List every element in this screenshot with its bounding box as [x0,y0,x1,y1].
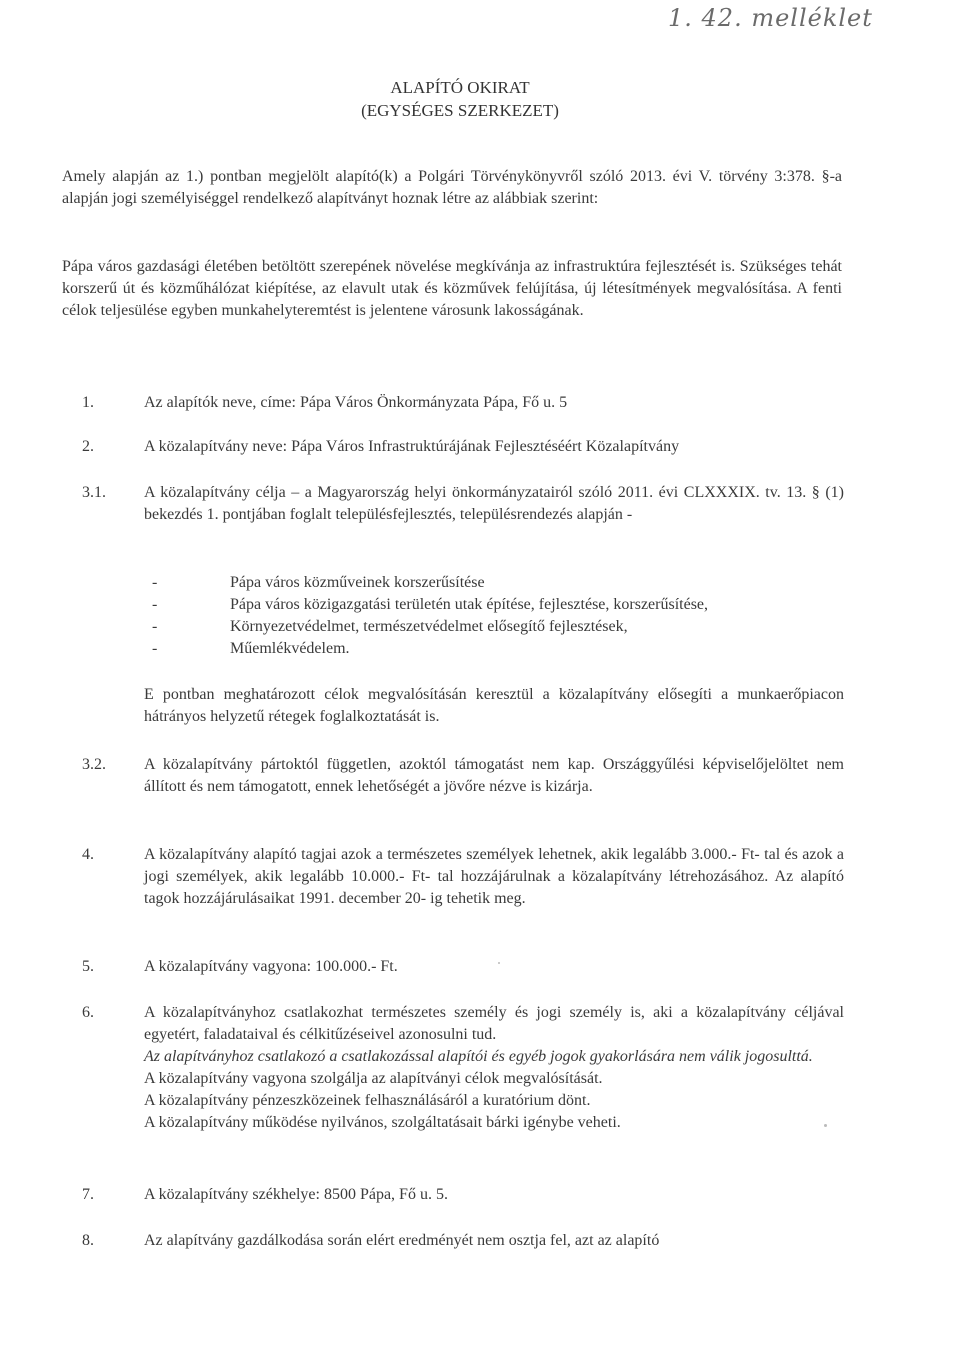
section-text-line: A közalapítvány működése nyilvános, szolgáltatásait bárki igénybe veheti. [144,1114,621,1131]
list-dash: - [152,596,158,613]
section-number: 3.1. [82,484,106,501]
section-text: A közalapítvány alapító tagjai azok a természetes személyek lehetnek, akik legalább 3.000.- Ft- tal és azok a jogi személyek, akik legalább 10.000.- Ft- tal hozzájárulnak a közalapítvány létrehozásához. Az alapító tagok hozzájárulásaikat 1991. december 20- ig tehetik meg. [144,846,844,907]
list-item-text: Pápa város közműveinek korszerűsítése [230,574,485,591]
section-text: Az alapítvány gazdálkodása során elért eredményét nem osztja fel, azt az alapító [144,1232,660,1249]
section-number: 2. [82,438,94,455]
intro-paragraph: Amely alapján az 1.) pontban megjelölt alapító(k) a Polgári Törvénykönyvről szóló 2013. évi V. törvény 3:378. §-a alapján jogi személyiséggel rendelkező alapítványt hoznak létre az alábbiak szerint: [62,168,842,207]
section-text-block [144,1002,844,1134]
section-number: 5. [82,958,94,975]
section-number: 1. [82,394,94,411]
section-text: Az alapítók neve, címe: Pápa Város Önkormányzata Pápa, Fő u. 5 [144,394,568,411]
section-text-line: A közalapítvány pénzeszközeinek felhasználásáról a kuratórium dönt. [144,1092,591,1109]
list-item [150,572,850,594]
list-dash: - [152,574,158,591]
list-item [150,594,850,616]
document-subtitle: (EGYSÉGES SZERKEZET) [361,101,559,120]
list-item-text: Pápa város közigazgatási területén utak építése, fejlesztése, korszerűsítése, [230,596,709,613]
list-item-text: Környezetvédelmet, természetvédelmet elősegítő fejlesztések, [230,618,628,635]
list-item [150,638,850,660]
section-number: 4. [82,846,94,863]
section-text: A közalapítvány célja – a Magyarország helyi önkormányzatairól szóló 2011. évi CLXXXIX. tv. 13. § (1) bekezdés 1. pontjában foglalt településfejlesztés, településrendezés alapján - [144,484,844,523]
section-text: A közalapítvány vagyona: 100.000.- Ft. [144,958,398,975]
section-text: A közalapítvány pártoktól független, azoktól támogatást nem kap. Országgyűlési képviselőjelöltet nem állított és nem támogatott, ennek lehetőségét a jövőre nézve is kizárja. [144,756,844,795]
section-number: 6. [82,1004,94,1021]
scan-speck [824,1124,827,1127]
section-italic-text: Az alapítványhoz csatlakozó a csatlakozással alapítói és egyéb jogok gyakorlására nem válik jogosulttá. [144,1048,813,1065]
section-text: A közalapítvány neve: Pápa Város Infrastruktúrájának Fejlesztéséért Közalapítvány [144,438,680,455]
preamble-paragraph: Pápa város gazdasági életében betöltött szerepének növelése megkívánja az infrastruktúra fejlesztését is. Szükséges tehát korszerű út és közműhálózat kiépítése, az elavult utak és közművek felújítása, új létesítmények megvalósítása. A fenti célok teljesülése egyben munkahelyteremtést is jelentene városunk lakosságának. [62,258,842,319]
section-number: 8. [82,1232,94,1249]
list-item [150,616,850,638]
list-dash: - [152,640,158,657]
section-text-line: A közalapítvány vagyona szolgálja az alapítványi célok megvalósítását. [144,1070,603,1087]
section-number: 7. [82,1186,94,1203]
section-number: 3.2. [82,756,106,773]
section-3-1-closing: E pontban meghatározott célok megvalósításán keresztül a közalapítvány elősegíti a munkaerőpiacon hátrányos helyzetű rétegek foglalkoztatását is. [144,686,844,725]
section-text: A közalapítvány székhelye: 8500 Pápa, Fő u. 5. [144,1186,448,1203]
document-title: ALAPÍTÓ OKIRAT [390,78,530,97]
goals-list [150,572,850,660]
section-text: A közalapítványhoz csatlakozhat természetes személy és jogi személy is, aki a közalapítvány céljával egyetért, faladataival és célkitűzéseivel azonosulni tud. [144,1004,844,1043]
list-dash: - [152,618,158,635]
scan-speck [498,962,500,964]
handwritten-annotation: 1. 42. melléklet [668,4,873,32]
list-item-text: Műemlékvédelem. [230,640,350,657]
